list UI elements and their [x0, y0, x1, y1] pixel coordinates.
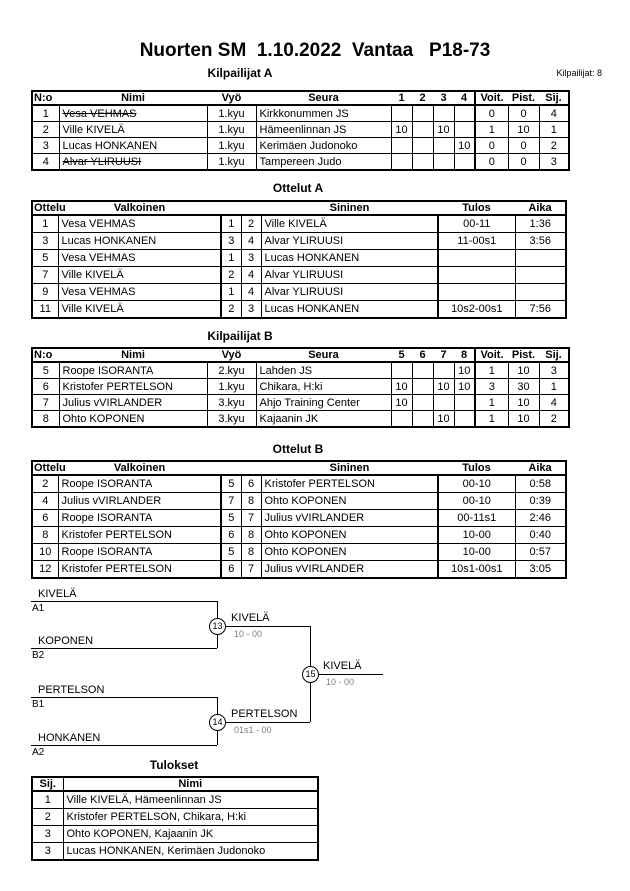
cell-score-3 [433, 395, 454, 411]
match-row [32, 544, 566, 561]
bracket-slot-seed: B2 [32, 650, 45, 661]
cell-score-1: 10 [391, 395, 412, 411]
section-title-matches-b: Ottelut B [272, 442, 324, 456]
cell-club: Kajaanin JK [256, 411, 391, 428]
cell-score-2 [412, 362, 433, 379]
col-header-m1: 1 [391, 91, 412, 105]
bracket-slot-seed: A1 [32, 603, 45, 614]
table-header-row [32, 777, 318, 791]
match-row [32, 250, 566, 267]
col-header-white-no [221, 461, 241, 475]
cell-belt: 1.kyu [207, 138, 256, 154]
section-title-matches-a: Ottelut A [272, 181, 324, 195]
cell-result: 10-00 [438, 544, 515, 561]
cell-points: 10 [508, 362, 539, 379]
cell-blue-no: 8 [241, 544, 261, 561]
col-header-result: Tulos [438, 201, 515, 215]
cell-time: 7:56 [515, 301, 566, 319]
bracket-slot-name: PERTELSON [38, 684, 105, 696]
match-row [32, 475, 566, 493]
bracket-winner-name: KIVELÄ [323, 660, 362, 672]
cell-result: 00-11 [438, 215, 515, 233]
cell-match-no: 5 [32, 250, 58, 267]
cell-score-2 [412, 138, 433, 154]
cell-score-4: 10 [454, 379, 475, 395]
col-header-match: Ottelu [34, 202, 66, 214]
cell-result: 10s1-00s1 [438, 561, 515, 579]
cell-name: Ville KIVELÄ, Hämeenlinnan JS [63, 791, 318, 809]
cell-score-1 [391, 138, 412, 154]
cell-time: 3:05 [515, 561, 566, 579]
competitor-row [32, 362, 569, 379]
cell-wins: 1 [475, 362, 508, 379]
cell-club: Kerimäen Judonoko [256, 138, 391, 154]
cell-club: Kirkkonummen JS [256, 105, 391, 122]
bracket-line [31, 601, 217, 602]
matches-a-table [31, 200, 567, 319]
cell-match-no: 6 [32, 510, 58, 527]
cell-belt: 1.kyu [207, 379, 256, 395]
table-header-row [32, 91, 569, 105]
cell-white-name: Vesa VEHMAS [58, 215, 221, 233]
cell-white-no: 2 [221, 301, 241, 319]
cell-white-no: 6 [221, 527, 241, 544]
cell-blue-no: 4 [241, 233, 261, 250]
cell-name: Julius vVIRLANDER [59, 395, 207, 411]
cell-result: 00-11s1 [438, 510, 515, 527]
cell-blue-name: Alvar YLIRUUSI [261, 233, 438, 250]
cell-score-2 [412, 154, 433, 171]
cell-no: 2 [32, 122, 59, 138]
cell-score-3: 10 [433, 411, 454, 428]
cell-wins: 1 [475, 411, 508, 428]
cell-blue-name: Alvar YLIRUUSI [261, 284, 438, 301]
cell-belt: 1.kyu [207, 154, 256, 171]
cell-score-4 [454, 105, 475, 122]
cell-result: 00-10 [438, 475, 515, 493]
cell-wins: 1 [475, 395, 508, 411]
cell-blue-name: Julius vVIRLANDER [261, 561, 438, 579]
cell-time: 0:58 [515, 475, 566, 493]
cell-belt: 1.kyu [207, 122, 256, 138]
cell-white-no: 7 [221, 493, 241, 510]
col-header-points: Pist. [508, 91, 539, 105]
bracket-match-score: 10 - 00 [326, 677, 355, 687]
cell-score-1 [391, 362, 412, 379]
cell-blue-no: 8 [241, 527, 261, 544]
cell-match-no: 9 [32, 284, 58, 301]
col-header-m8: 8 [454, 348, 475, 362]
col-header-white: Valkoinen [58, 201, 221, 215]
match-row [32, 510, 566, 527]
cell-match-no: 4 [32, 493, 58, 510]
match-row [32, 527, 566, 544]
cell-match-no: 11 [32, 301, 58, 319]
cell-name: Kristofer PERTELSON [59, 379, 207, 395]
cell-blue-name: Alvar YLIRUUSI [261, 267, 438, 284]
bracket-line [217, 626, 310, 627]
result-row [32, 791, 318, 809]
results-table [31, 776, 319, 861]
match-row [32, 301, 566, 319]
competitor-row [32, 122, 569, 138]
cell-match-no: 2 [32, 475, 58, 493]
cell-blue-no: 4 [241, 267, 261, 284]
cell-time: 1:36 [515, 215, 566, 233]
col-header-no: N:o [32, 348, 59, 362]
section-title-results: Tulokset [149, 758, 199, 772]
cell-no: 3 [32, 138, 59, 154]
cell-name: Ohto KOPONEN [59, 411, 207, 428]
col-header-m7: 7 [433, 348, 454, 362]
cell-score-1 [391, 105, 412, 122]
match-row [32, 267, 566, 284]
cell-place: 2 [32, 809, 63, 826]
cell-name: Kristofer PERTELSON, Chikara, H:ki [63, 809, 318, 826]
competitors-a-table [31, 90, 570, 171]
result-row [32, 826, 318, 843]
col-header-place: Sij. [32, 777, 63, 791]
col-header-white-no [221, 201, 241, 215]
cell-time [515, 267, 566, 284]
col-header-name: Nimi [59, 348, 207, 362]
cell-score-3 [433, 138, 454, 154]
cell-match-no: 1 [32, 215, 58, 233]
competitor-row [32, 395, 569, 411]
cell-score-1 [391, 411, 412, 428]
cell-blue-name: Julius vVIRLANDER [261, 510, 438, 527]
col-header-points: Pist. [508, 348, 539, 362]
col-header-wins: Voit. [475, 348, 508, 362]
cell-white-name: Ville KIVELÄ [58, 301, 221, 319]
cell-score-3: 10 [433, 379, 454, 395]
cell-no: 6 [32, 379, 59, 395]
cell-wins: 0 [475, 105, 508, 122]
col-header-blue: Sininen [261, 461, 438, 475]
cell-white-no: 5 [221, 544, 241, 561]
cell-white-name: Vesa VEHMAS [58, 250, 221, 267]
cell-score-2 [412, 411, 433, 428]
cell-time: 0:39 [515, 493, 566, 510]
cell-white-no: 6 [221, 561, 241, 579]
bracket-line [31, 697, 217, 698]
competitor-row [32, 138, 569, 154]
section-title-competitors-a: Kilpailijat A [207, 66, 273, 80]
bracket-match-score: 01s1 - 00 [234, 725, 272, 735]
col-header-blue: Sininen [261, 201, 438, 215]
cell-no: 4 [32, 154, 59, 171]
cell-result: 10-00 [438, 527, 515, 544]
cell-match-no: 12 [32, 561, 58, 579]
cell-score-4 [454, 154, 475, 171]
cell-name: Ville KIVELÄ [59, 122, 207, 138]
cell-blue-name: Ohto KOPONEN [261, 527, 438, 544]
cell-white-no: 1 [221, 284, 241, 301]
cell-points: 30 [508, 379, 539, 395]
cell-result: 00-10 [438, 493, 515, 510]
col-header-name: Nimi [59, 91, 207, 105]
cell-score-1 [391, 154, 412, 171]
cell-score-2 [412, 379, 433, 395]
cell-wins: 0 [475, 138, 508, 154]
cell-white-name: Lucas HONKANEN [58, 233, 221, 250]
matches-b-table [31, 460, 567, 579]
cell-place: 4 [539, 395, 569, 411]
cell-place: 3 [539, 154, 569, 171]
bracket-line [31, 648, 217, 649]
cell-no: 8 [32, 411, 59, 428]
cell-blue-name: Ohto KOPONEN [261, 544, 438, 561]
cell-score-3 [433, 154, 454, 171]
col-header-m6: 6 [412, 348, 433, 362]
cell-place: 3 [32, 843, 63, 861]
cell-score-3 [433, 105, 454, 122]
col-header-blue-no [241, 461, 261, 475]
cell-club: Lahden JS [256, 362, 391, 379]
cell-name: Lucas HONKANEN [59, 138, 207, 154]
bracket-winner-name: PERTELSON [231, 708, 298, 720]
col-header-belt: Vyö [207, 91, 256, 105]
cell-white-name: Vesa VEHMAS [58, 284, 221, 301]
cell-wins: 0 [475, 154, 508, 171]
cell-match-no: 8 [32, 527, 58, 544]
cell-wins: 1 [475, 122, 508, 138]
bracket-slot-name: KIVELÄ [38, 588, 77, 600]
page-title: Nuorten SM 1.10.2022 Vantaa P18-73 [139, 40, 491, 61]
col-header-no: N:o [32, 91, 59, 105]
cell-result [438, 267, 515, 284]
cell-score-2 [412, 395, 433, 411]
col-header-time: Aika [515, 201, 566, 215]
cell-club: Tampereen Judo [256, 154, 391, 171]
cell-blue-no: 2 [241, 215, 261, 233]
cell-belt: 3.kyu [207, 395, 256, 411]
section-title-competitors-b: Kilpailijat B [207, 329, 273, 343]
cell-result: 10s2-00s1 [438, 301, 515, 319]
result-row [32, 843, 318, 861]
cell-blue-no: 3 [241, 250, 261, 267]
cell-blue-name: Kristofer PERTELSON [261, 475, 438, 493]
cell-time: 2:46 [515, 510, 566, 527]
cell-white-name: Ville KIVELÄ [58, 267, 221, 284]
cell-points: 0 [508, 105, 539, 122]
cell-no: 5 [32, 362, 59, 379]
cell-time [515, 250, 566, 267]
col-header-match: Ottelu [34, 462, 66, 474]
cell-name: Lucas HONKANEN, Kerimäen Judonoko [63, 843, 318, 861]
competitor-row [32, 411, 569, 428]
cell-name: Roope ISORANTA [59, 362, 207, 379]
cell-points: 0 [508, 154, 539, 171]
cell-place: 3 [539, 362, 569, 379]
match-number-badge: 13 [209, 618, 226, 635]
cell-no: 7 [32, 395, 59, 411]
cell-wins: 3 [475, 379, 508, 395]
cell-white-name: Kristofer PERTELSON [58, 527, 221, 544]
cell-match-no: 7 [32, 267, 58, 284]
table-header-row [32, 348, 569, 362]
cell-blue-no: 8 [241, 493, 261, 510]
col-header-place: Sij. [539, 91, 569, 105]
col-header-white: Valkoinen [58, 461, 221, 475]
col-header-belt: Vyö [207, 348, 256, 362]
bracket-slot-name: KOPONEN [38, 635, 94, 647]
match-row [32, 233, 566, 250]
cell-name: Alvar YLIRUUSI [59, 154, 207, 171]
cell-white-no: 5 [221, 475, 241, 493]
cell-blue-no: 7 [241, 561, 261, 579]
competitors-count: Kilpailijat: 8 [556, 68, 602, 78]
cell-place: 1 [539, 122, 569, 138]
col-header-time: Aika [515, 461, 566, 475]
match-row [32, 493, 566, 510]
cell-belt: 2.kyu [207, 362, 256, 379]
col-header-result: Tulos [438, 461, 515, 475]
cell-match-no: 10 [32, 544, 58, 561]
cell-score-1: 10 [391, 379, 412, 395]
cell-white-name: Roope ISORANTA [58, 475, 221, 493]
col-header-place: Sij. [539, 348, 569, 362]
cell-time: 3:56 [515, 233, 566, 250]
cell-blue-name: Lucas HONKANEN [261, 301, 438, 319]
table-header-row [32, 461, 566, 475]
bracket-line [217, 722, 310, 723]
cell-score-2 [412, 122, 433, 138]
cell-white-name: Roope ISORANTA [58, 544, 221, 561]
cell-white-name: Julius vVIRLANDER [58, 493, 221, 510]
cell-blue-no: 4 [241, 284, 261, 301]
cell-result [438, 250, 515, 267]
competitor-row [32, 105, 569, 122]
competitor-row [32, 154, 569, 171]
col-header-m3: 3 [433, 91, 454, 105]
bracket-slot-name: HONKANEN [38, 732, 101, 744]
col-header-wins: Voit. [475, 91, 508, 105]
cell-white-name: Kristofer PERTELSON [58, 561, 221, 579]
cell-score-2 [412, 105, 433, 122]
cell-points: 0 [508, 138, 539, 154]
cell-score-4: 10 [454, 362, 475, 379]
cell-points: 10 [508, 122, 539, 138]
cell-white-no: 1 [221, 250, 241, 267]
competitors-b-table [31, 347, 570, 428]
cell-score-1: 10 [391, 122, 412, 138]
bracket-line [310, 674, 383, 675]
cell-name: Ohto KOPONEN, Kajaanin JK [63, 826, 318, 843]
cell-score-4 [454, 395, 475, 411]
cell-white-no: 5 [221, 510, 241, 527]
cell-white-no: 1 [221, 215, 241, 233]
cell-score-4 [454, 411, 475, 428]
cell-points: 10 [508, 395, 539, 411]
cell-result [438, 284, 515, 301]
match-number-badge: 14 [209, 714, 226, 731]
cell-place: 1 [32, 791, 63, 809]
col-header-m4: 4 [454, 91, 475, 105]
bracket-winner-name: KIVELÄ [231, 612, 270, 624]
cell-points: 10 [508, 411, 539, 428]
bracket-slot-seed: A2 [32, 747, 45, 758]
match-row [32, 215, 566, 233]
cell-blue-no: 7 [241, 510, 261, 527]
cell-score-3 [433, 362, 454, 379]
cell-name: Vesa VEHMAS [59, 105, 207, 122]
bracket-slot-seed: B1 [32, 699, 45, 710]
competitor-row [32, 379, 569, 395]
col-header-m2: 2 [412, 91, 433, 105]
cell-belt: 3.kyu [207, 411, 256, 428]
table-header-row [32, 201, 566, 215]
match-row [32, 284, 566, 301]
bracket-line [31, 745, 217, 746]
cell-time: 0:40 [515, 527, 566, 544]
match-number-badge: 15 [302, 666, 319, 683]
cell-white-no: 3 [221, 233, 241, 250]
cell-place: 3 [32, 826, 63, 843]
cell-time [515, 284, 566, 301]
cell-blue-name: Ville KIVELÄ [261, 215, 438, 233]
col-header-club: Seura [256, 91, 391, 105]
cell-place: 1 [539, 379, 569, 395]
col-header-blue-no [241, 201, 261, 215]
cell-no: 1 [32, 105, 59, 122]
cell-club: Hämeenlinnan JS [256, 122, 391, 138]
cell-result: 11-00s1 [438, 233, 515, 250]
cell-blue-name: Ohto KOPONEN [261, 493, 438, 510]
cell-score-4: 10 [454, 138, 475, 154]
cell-club: Ahjo Training Center [256, 395, 391, 411]
cell-blue-name: Lucas HONKANEN [261, 250, 438, 267]
col-header-club: Seura [256, 348, 391, 362]
cell-place: 4 [539, 105, 569, 122]
cell-score-3: 10 [433, 122, 454, 138]
cell-match-no: 3 [32, 233, 58, 250]
col-header-m5: 5 [391, 348, 412, 362]
cell-white-no: 2 [221, 267, 241, 284]
bracket-match-score: 10 - 00 [234, 629, 263, 639]
cell-time: 0:57 [515, 544, 566, 561]
match-row [32, 561, 566, 579]
cell-score-4 [454, 122, 475, 138]
result-row [32, 809, 318, 826]
col-header-name: Nimi [63, 777, 318, 791]
cell-white-name: Roope ISORANTA [58, 510, 221, 527]
cell-blue-no: 3 [241, 301, 261, 319]
cell-blue-no: 6 [241, 475, 261, 493]
cell-place: 2 [539, 138, 569, 154]
cell-club: Chikara, H:ki [256, 379, 391, 395]
cell-place: 2 [539, 411, 569, 428]
cell-belt: 1.kyu [207, 105, 256, 122]
